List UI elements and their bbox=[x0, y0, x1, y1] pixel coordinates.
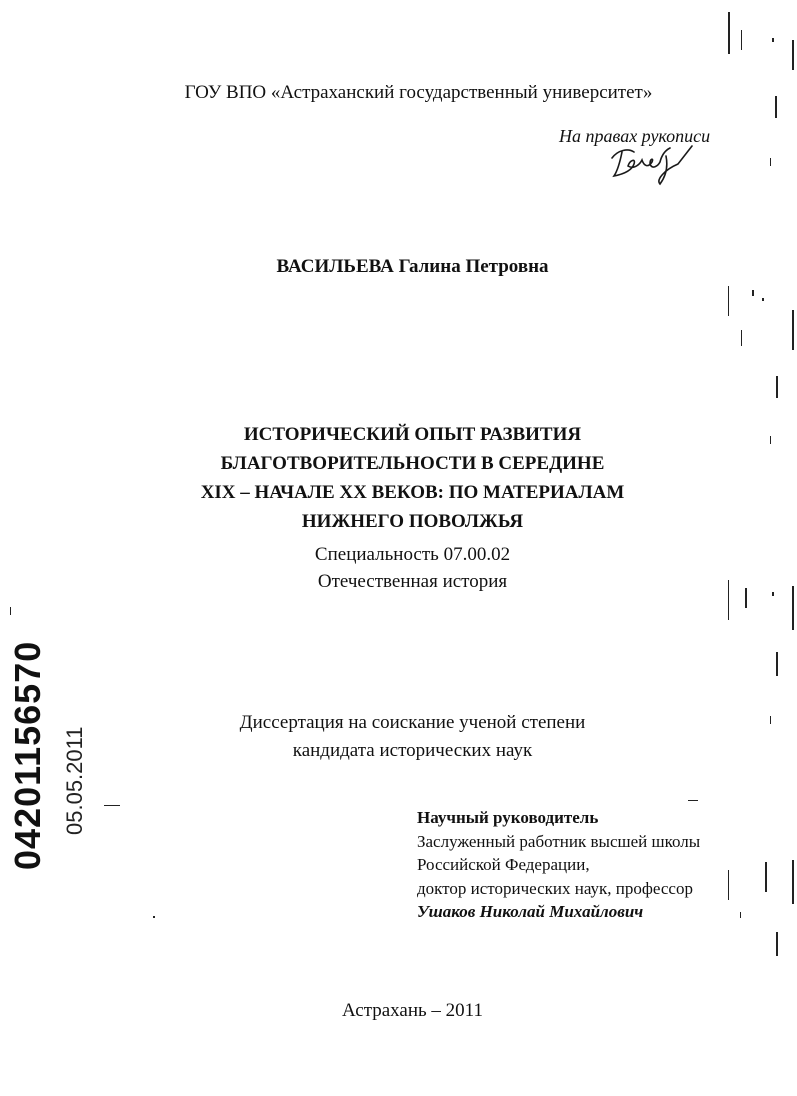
library-barcode-number: 04201156570 bbox=[7, 640, 48, 870]
advisor-name: Ушаков Николай Михайлович bbox=[417, 902, 644, 921]
title-line: XIX – НАЧАЛЕ XX ВЕКОВ: ПО МАТЕРИАЛАМ bbox=[200, 482, 625, 503]
author-surname: ВАСИЛЬЕВА bbox=[276, 256, 394, 277]
city-year: Астрахань – 2011 bbox=[342, 1000, 483, 1021]
specialty-name: Отечественная история bbox=[317, 571, 508, 592]
advisor-degree: доктор исторических наук, профессор bbox=[417, 878, 693, 898]
author-name bbox=[14, 256, 797, 278]
title-line: БЛАГОТВОРИТЕЛЬНОСТИ В СЕРЕДИНЕ bbox=[220, 453, 605, 474]
manuscript-rights-note: На правах рукописи bbox=[559, 126, 711, 146]
title-line: НИЖНЕГО ПОВОЛЖЬЯ bbox=[301, 511, 524, 532]
library-stamp-date: 05.05.2011 bbox=[62, 726, 87, 835]
scientific-advisor bbox=[417, 806, 700, 924]
specialty-code: Специальность 07.00.02 bbox=[314, 544, 511, 565]
specialty-block bbox=[14, 541, 797, 595]
author-given-names: Галина Петровна bbox=[398, 256, 549, 277]
university-name: ГОУ ВПО «Астраханский государственный университет» bbox=[184, 82, 653, 103]
advisor-heading: Научный руководитель bbox=[417, 808, 599, 827]
advisor-title: Заслуженный работник высшей школы bbox=[417, 831, 701, 851]
advisor-title: Российской Федерации, bbox=[417, 855, 590, 874]
degree-statement bbox=[14, 709, 797, 765]
degree-line: кандидата исторических наук bbox=[292, 740, 533, 761]
handwritten-signature bbox=[604, 140, 704, 186]
dissertation-title bbox=[14, 420, 797, 536]
title-line: ИСТОРИЧЕСКИЙ ОПЫТ РАЗВИТИЯ bbox=[243, 424, 582, 445]
degree-line: Диссертация на соискание ученой степени bbox=[239, 712, 586, 733]
